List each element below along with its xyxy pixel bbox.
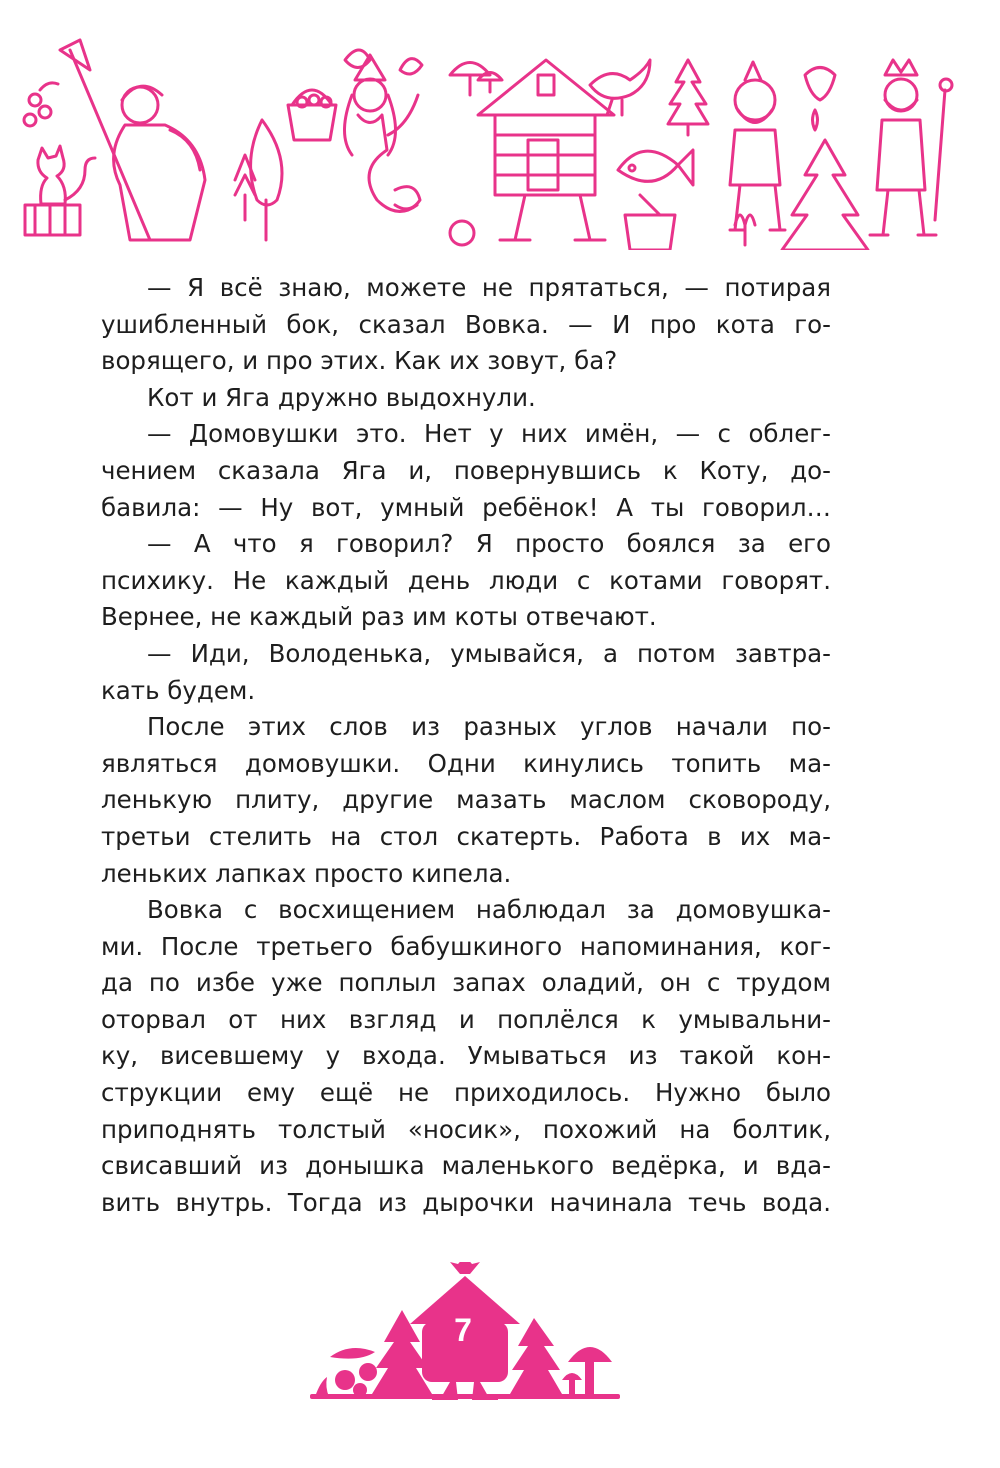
page-body-text: [101, 270, 831, 1221]
text-line: ворящего, и про этих. Как их зовут, ба?: [101, 346, 618, 376]
text-line: чением сказала Яга и, повернувшись к Коту, до-: [101, 455, 831, 485]
mermaid-icon: [345, 55, 475, 245]
paragraph: [101, 416, 831, 526]
text-line: кать будем.: [101, 675, 256, 705]
text-line: ушибленный бок, сказал Вовка. — И про кота го-: [101, 309, 831, 339]
text-line: — А что я говорил? Я просто боялся за его: [147, 529, 831, 559]
paragraph: [101, 709, 831, 892]
paragraph: [101, 380, 831, 417]
domovoi-icon: [730, 62, 785, 230]
pinecone-icon: [805, 68, 835, 131]
text-line: Вернее, не каждый раз им коты отвечают.: [101, 602, 657, 632]
fir-tree-icon: [510, 1318, 562, 1394]
text-line: Кот и Яга дружно выдохнули.: [147, 382, 536, 412]
baba-yaga-icon: [60, 40, 205, 240]
berries-icon: [24, 83, 58, 126]
text-line: ку, висевшему у входа. Умываться из такой кон-: [101, 1041, 831, 1071]
text-line: да по избе уже поплыл запах оладий, он с трудом: [101, 968, 831, 998]
paragraph: [101, 526, 831, 636]
text-line: являться домовушки. Одни кинулись топить ма-: [101, 748, 831, 778]
text-line: — Иди, Володенька, умывайся, а потом завтра-: [147, 638, 831, 668]
text-line: бавила: — Ну вот, умный ребёнок! А ты говорил…: [101, 492, 831, 522]
page-number: 7: [454, 1312, 472, 1348]
berries-icon: [315, 1348, 377, 1397]
cat-icon: [25, 146, 95, 235]
text-line: ми. После третьего бабушкиного напоминания, ког-: [101, 931, 831, 961]
leaf-icon: [345, 50, 422, 74]
text-line: приподнять толстый «носик», похожий на болтик,: [101, 1114, 831, 1144]
mushroom-icon: [450, 63, 502, 96]
fish-in-bucket-icon: [618, 150, 693, 250]
text-line: струкции ему ещё не приходилось. Нужно было: [101, 1078, 831, 1108]
text-line: психику. Не каждый день люди с котами говорят.: [101, 565, 831, 595]
text-line: — Я всё знаю, можете не прятаться, — потирая: [147, 273, 831, 302]
text-line: свисавший из донышка маленького ведёрка, и вда-: [101, 1151, 831, 1181]
tree-icon: [235, 120, 282, 240]
text-line: оторвал от них взгляд и поплёлся к умывальни-: [101, 1004, 831, 1034]
paragraph: [101, 636, 831, 709]
text-line: После этих слов из разных углов начали по-: [147, 712, 831, 742]
paragraph: [101, 892, 831, 1221]
basket-icon: [288, 90, 336, 140]
text-line: — Домовушки это. Нет у них имён, — с облег-: [147, 419, 831, 449]
bird-icon: [590, 60, 650, 115]
hut-icon: [478, 60, 614, 240]
paragraph: [101, 270, 831, 380]
mushroom-icon: [562, 1347, 612, 1394]
tsar-icon: [870, 60, 952, 235]
pine-tree-icon: [668, 60, 708, 135]
fir-tree-icon: [782, 140, 868, 250]
header-illustration: [0, 20, 1000, 250]
text-line: леньких лапках просто кипела.: [101, 858, 512, 888]
text-line: третьи стелить на стол скатерть. Работа в их ма-: [101, 821, 831, 851]
text-line: Вовка с восхищением наблюдал за домовушка-: [147, 895, 831, 925]
text-line: ленькую плиту, другие мазать маслом сковороду,: [101, 785, 831, 815]
text-line: вить внутрь. Тогда из дырочки начинала течь вода.: [101, 1187, 831, 1217]
